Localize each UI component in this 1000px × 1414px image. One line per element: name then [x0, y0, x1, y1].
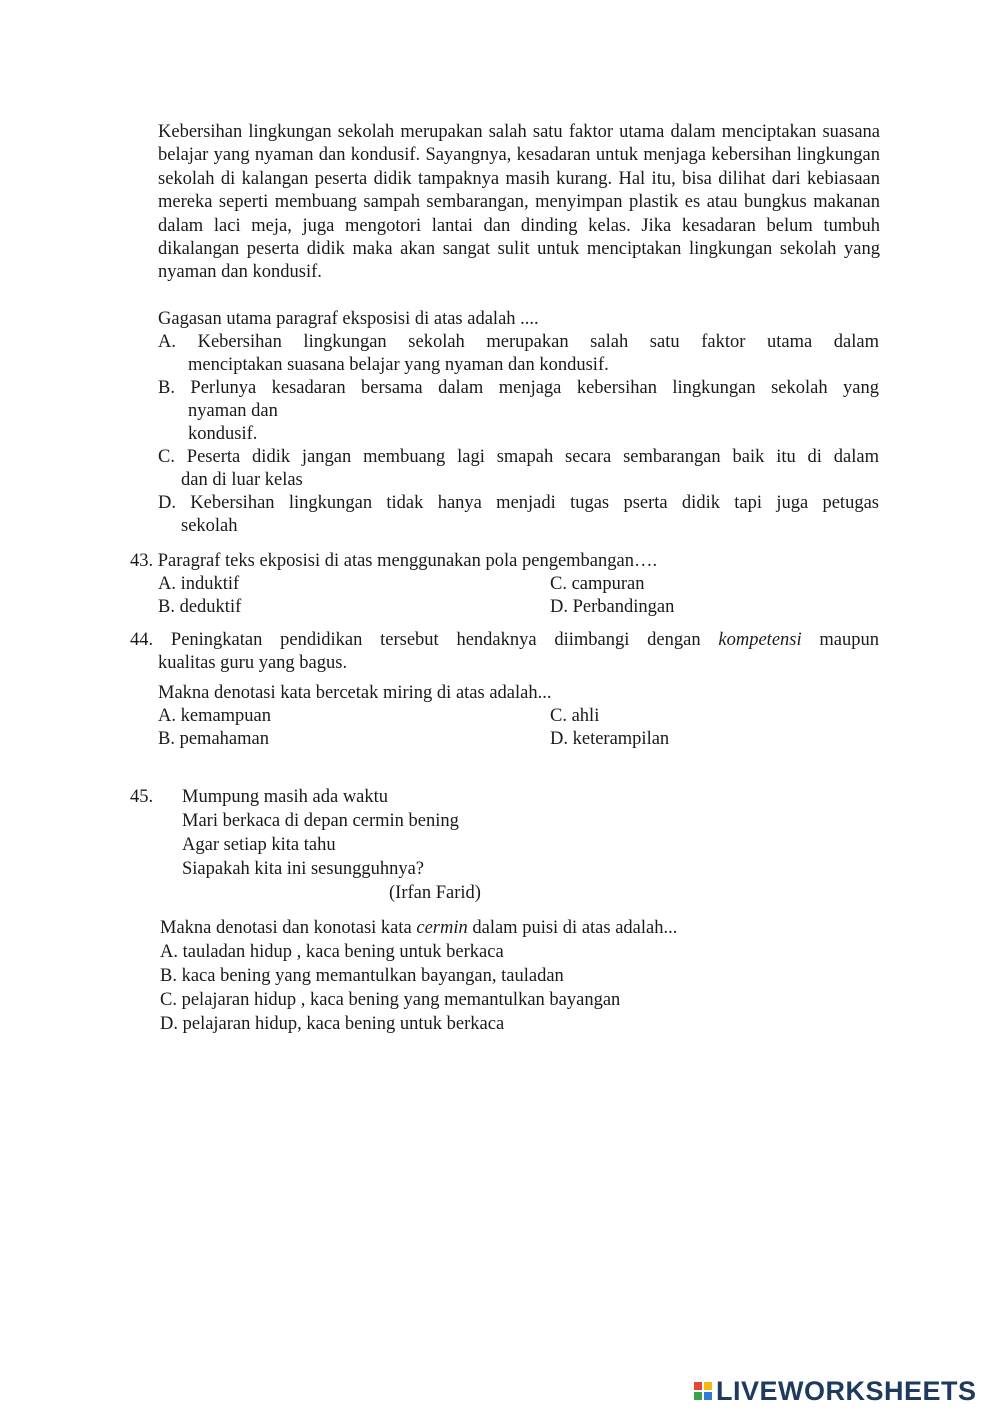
- q44-option-b: B. pemahaman: [158, 729, 269, 749]
- q44-statement-line1: 44. Peningkatan pendidikan tersebut hendaknya diimbangi dengan kompetensi maupun: [130, 630, 880, 650]
- poem-author: (Irfan Farid): [389, 883, 481, 903]
- q42-option-d-line1: D. Kebersihan lingkungan tidak hanya menjadi tugas pserta didik tapi juga petugas: [158, 493, 879, 513]
- q42-question: Gagasan utama paragraf eksposisi di atas adalah ....: [158, 309, 539, 329]
- poem-line-2: Mari berkaca di depan cermin bening: [182, 811, 459, 831]
- q43-option-a: A. induktif: [158, 574, 240, 594]
- q44-option-a: A. kemampuan: [158, 706, 272, 726]
- q44-option-d: D. keterampilan: [550, 729, 670, 749]
- q43-option-c: C. campuran: [550, 574, 645, 594]
- q42-option-a-line2: menciptakan suasana belajar yang nyaman dan kondusif.: [188, 355, 609, 375]
- poem-line-4: Siapakah kita ini sesungguhnya?: [182, 859, 424, 879]
- logo-text: LIVEWORKSHEETS: [716, 1376, 977, 1406]
- q42-option-c-line2: dan di luar kelas: [181, 470, 303, 490]
- liveworksheets-logo[interactable]: [694, 1376, 977, 1406]
- passage-paragraph: Kebersihan lingkungan sekolah merupakan salah satu faktor utama dalam menciptakan suasana belajar yang nyaman dan kondusif. Sayangnya, kesadaran untuk menjaga kebersihan lingkungan sekolah di kalangan peserta didik tampaknya masih kurang. Hal itu, bisa dilihat dari kebiasaan mereka seperti membuang sampah sembarangan, menyimpan plastik es atau bungkus makanan dalam laci meja, juga mengotori lantai dan dinding kelas. Jika kesadaran belum tumbuh dikalangan peserta didik maka akan sangat sulit untuk menciptakan lingkungan sekolah yang nyaman dan kondusif.: [158, 122, 880, 283]
- q45-question: Makna denotasi dan konotasi kata cermin dalam puisi di atas adalah...: [160, 918, 678, 938]
- q45-option-c: C. pelajaran hidup , kaca bening yang memantulkan bayangan: [160, 990, 621, 1010]
- q44-italic-word: kompetensi: [718, 630, 802, 650]
- q42-option-b-line2: nyaman dan: [188, 401, 278, 421]
- poem-line-3: Agar setiap kita tahu: [182, 835, 336, 855]
- q45-option-d: D. pelajaran hidup, kaca bening untuk berkaca: [160, 1014, 505, 1034]
- poem-line-1: Mumpung masih ada waktu: [182, 787, 389, 807]
- q45-italic-word: cermin: [416, 918, 468, 938]
- q42-option-c-line1: C. Peserta didik jangan membuang lagi smapah secara sembarangan baik itu di dalam: [158, 447, 879, 467]
- q43-option-d: D. Perbandingan: [550, 597, 675, 617]
- q42-option-b-line1: B. Perlunya kesadaran bersama dalam menjaga kebersihan lingkungan sekolah yang: [158, 378, 879, 398]
- q45-option-a: A. tauladan hidup , kaca bening untuk berkaca: [160, 942, 504, 962]
- logo-squares-icon: [694, 1382, 712, 1400]
- q42-option-b-line3: kondusif.: [188, 424, 258, 444]
- q42-option-a-line1: A. Kebersihan lingkungan sekolah merupakan salah satu faktor utama dalam: [158, 332, 879, 352]
- q44-question: Makna denotasi kata bercetak miring di atas adalah...: [158, 683, 552, 703]
- q45-number: 45.: [130, 787, 154, 807]
- q43-question: 43. Paragraf teks ekposisi di atas menggunakan pola pengembangan….: [130, 551, 658, 571]
- q42-option-d-line2: sekolah: [181, 516, 238, 536]
- q43-option-b: B. deduktif: [158, 597, 242, 617]
- q45-option-b: B. kaca bening yang memantulkan bayangan, tauladan: [160, 966, 564, 986]
- q44-option-c: C. ahli: [550, 706, 600, 726]
- q44-statement-line2: kualitas guru yang bagus.: [158, 653, 348, 673]
